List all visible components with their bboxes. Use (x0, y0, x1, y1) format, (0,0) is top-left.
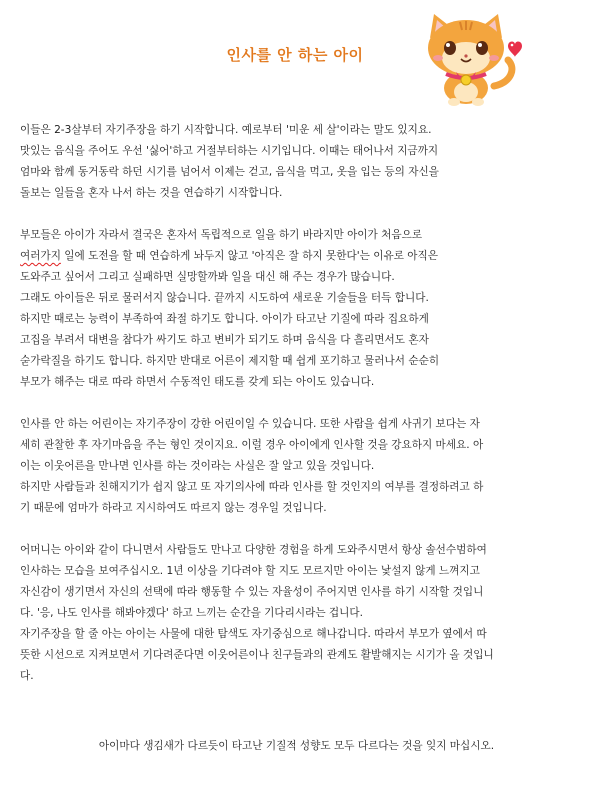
text-line: 세히 관찰한 후 자기마음을 주는 형인 것이지요. 이럴 경우 아이에게 인사할 것을 강요하지 마세요. 아 (20, 439, 484, 451)
text-line: 고집을 부려서 대변을 참다가 싸기도 하고 변비가 되기도 하며 음식을 다 흘리면서도 혼자 (20, 334, 429, 346)
paragraph-2 (20, 225, 572, 393)
paragraph-1 (20, 120, 572, 204)
text-line: 어머니는 아이와 같이 다니면서 사람들도 만나고 다양한 경험을 하게 도와주시면서 항상 솔선수범하여 (20, 544, 487, 556)
page-title: 인사를 안 하는 아이 (226, 46, 364, 64)
text-line: 맛있는 음식을 주어도 우선 '싫어'하고 거절부터하는 시기입니다. 이때는 태어나서 지금까지 (20, 145, 439, 157)
text-line: 부모들은 아이가 자라서 결국은 혼자서 독립적으로 일을 하기 바라지만 아이가 처음으로 (20, 229, 423, 241)
text-line: 인사를 안 하는 어린이는 자기주장이 강한 어린이일 수 있습니다. 또한 사람을 쉽게 사귀기 보다는 자 (20, 418, 480, 430)
text-line: 이는 이웃어른을 만나면 인사를 하는 것이라는 사실은 잘 알고 있을 것입니다. (20, 460, 375, 472)
text-line: 기 때문에 엄마가 하라고 지시하여도 따르지 않는 경우일 것입니다. (20, 502, 327, 514)
text-line: 뜻한 시선으로 지켜보면서 기다려준다면 이웃어른이나 친구들과의 관계도 활발해지는 시기가 올 것입니 (20, 649, 494, 661)
paragraph-3 (20, 414, 572, 519)
text-line: 다. (20, 670, 34, 682)
text-line: 다. '응, 나도 인사를 해봐야겠다' 하고 느끼는 순간을 기다리시라는 겁니다. (20, 607, 364, 619)
closing-sentence: 아이마다 생김새가 다르듯이 타고난 기질적 성향도 모두 다르다는 것을 잊지 마십시오. (98, 740, 495, 752)
text-line: 여러가지 일에 도전을 할 때 연습하게 놔두지 않고 '아직은 잘 하지 못한다'는 이유로 아직은 (20, 250, 439, 262)
text-line: 부모가 해주는 대로 따라 하면서 수동적인 태도를 갖게 되는 아이도 있습니다. (20, 376, 375, 388)
text-line: 도와주고 싶어서 그리고 실패하면 실망할까봐 일을 대신 해 주는 경우가 많습니다. (20, 271, 395, 283)
cat-with-heart-icon (416, 8, 526, 108)
spellcheck-word: 여러가지 (20, 250, 61, 262)
text-line: 엄마와 함께 동거동락 하던 시기를 넘어서 이제는 걷고, 음식을 먹고, 옷을 입는 등의 자신을 (20, 166, 439, 178)
paragraph-4 (20, 540, 572, 687)
text-line: 하지만 때로는 능력이 부족하여 좌절 하기도 합니다. 아이가 타고난 기질에 따라 집요하게 (20, 313, 429, 325)
text-line: 하지만 사람들과 친해지기가 쉽지 않고 또 자기의사에 따라 인사를 할 것인지의 여부를 결정하려고 하 (20, 481, 484, 493)
text-line: 자신감이 생기면서 자신의 선택에 따라 행동할 수 있는 자율성이 주어지면 인사를 하기 시작할 것입니 (20, 586, 484, 598)
text-line: 인사하는 모습을 보여주십시오. 1년 이상을 기다려야 할 지도 모르지만 아이는 낯설지 않게 느껴지고 (20, 565, 480, 577)
text-line: 자기주장을 할 줄 아는 아이는 사물에 대한 탐색도 자기중심으로 해나갑니다. 따라서 부모가 옆에서 따 (20, 628, 487, 640)
text-line: 그래도 아이들은 뒤로 물러서지 않습니다. 끝까지 시도하여 새로운 기술들을 터득 합니다. (20, 292, 429, 304)
text-line: 이들은 2-3살부터 자기주장을 하기 시작합니다. 예로부터 '미운 세 살'이라는 말도 있지요. (20, 124, 432, 136)
text-line: 돌보는 일들을 혼자 나서 하는 것을 연습하기 시작합니다. (20, 187, 283, 199)
text-line: 숟가락질을 하기도 합니다. 하지만 반대로 어른이 제지할 때 쉽게 포기하고 물러나서 순순히 (20, 355, 440, 367)
article-body (20, 120, 572, 708)
